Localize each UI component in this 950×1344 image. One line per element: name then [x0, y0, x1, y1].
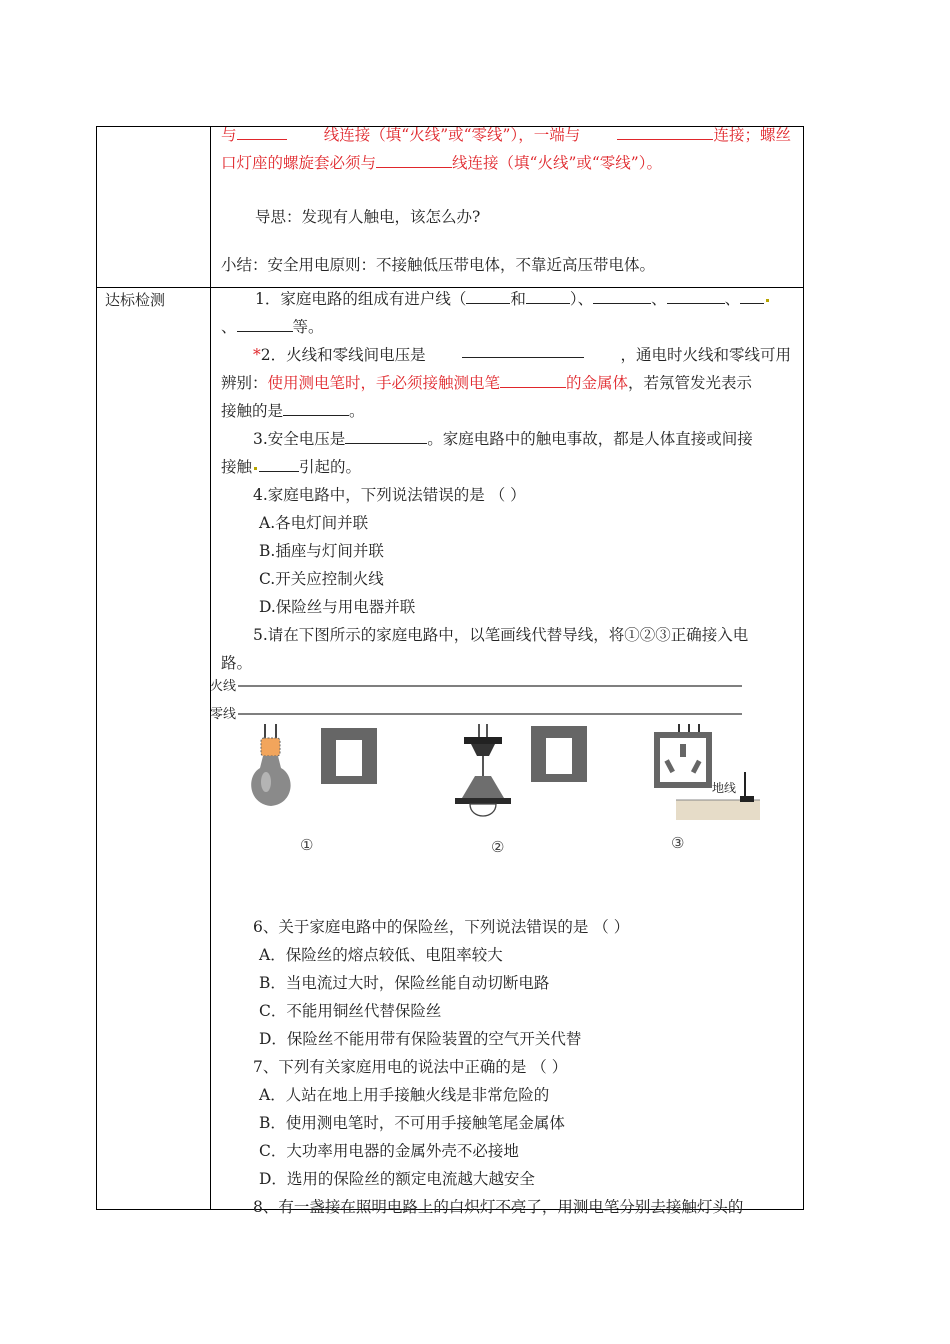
switch-1-icon[interactable]	[321, 728, 377, 784]
q4-stem: 4.家庭电路中，下列说法错误的是 （ ）	[253, 486, 526, 504]
blank[interactable]	[740, 287, 764, 304]
blank[interactable]	[466, 287, 510, 304]
blank[interactable]	[376, 151, 452, 168]
blank[interactable]	[526, 287, 570, 304]
blank[interactable]	[593, 287, 651, 304]
q6-option-a[interactable]: A．保险丝的熔点较低、电阻率较大	[259, 946, 503, 964]
incandescent-bulb-icon[interactable]	[251, 724, 290, 806]
blank[interactable]	[617, 123, 713, 140]
q4-option-b[interactable]: B.插座与灯间并联	[259, 542, 384, 560]
circuit-diagram	[208, 672, 768, 868]
q4-option-a[interactable]: A.各电灯间并联	[259, 514, 369, 532]
ground-wire-label: 地线	[712, 781, 737, 795]
guide-text: 导思：发现有人触电，该怎么办?	[255, 208, 481, 226]
q7-stem: 7、下列有关家庭用电的说法中正确的是 （ ）	[253, 1058, 568, 1076]
label-number-1: ①	[300, 836, 314, 854]
q3-line2: 接触 引起的。	[221, 453, 791, 481]
q7-option-a[interactable]: A．人站在地上用手接触火线是非常危险的	[259, 1086, 550, 1104]
dot-mark	[254, 467, 257, 470]
switch-2-icon[interactable]	[531, 726, 587, 782]
q8-stem: 8、有一盏接在照明电路上的白炽灯不亮了，用测电笔分别去接触灯头的	[253, 1198, 744, 1216]
q1-line1: 1．家庭电路的组成有进户线（ 和 ）、 、 、	[221, 285, 791, 313]
pendant-lamp-icon[interactable]	[455, 724, 511, 816]
summary-text: 小结：安全用电原则：不接触低压带电体，不靠近高压带电体。	[221, 256, 656, 274]
q5-line1: 5.请在下图所示的家庭电路中，以笔画线代替导线，将①②③正确接入电	[253, 626, 749, 644]
q7-option-c[interactable]: C．大功率用电器的金属外壳不必接地	[259, 1142, 519, 1160]
q7-option-d[interactable]: D．选用的保险丝的额定电流越大越安全	[259, 1170, 535, 1188]
blank[interactable]	[462, 341, 584, 358]
row1-line2: 口灯座的螺旋套必须与 线连接（填“火线”或“零线”）。	[221, 149, 791, 177]
blank[interactable]	[345, 427, 427, 444]
q2-line3: 接触的是 。	[221, 397, 791, 425]
ground-soil	[676, 800, 760, 820]
blank[interactable]	[500, 371, 566, 388]
blank[interactable]	[237, 315, 293, 332]
row2-label: 达标检测	[105, 291, 166, 309]
blank[interactable]	[237, 123, 287, 140]
label-number-3: ③	[671, 834, 685, 852]
q7-option-b[interactable]: B．使用测电笔时，不可用手接触笔尾金属体	[259, 1114, 565, 1132]
q4-option-c[interactable]: C.开关应控制火线	[259, 570, 384, 588]
q5-line2: 路。	[221, 654, 253, 672]
label-number-2: ②	[491, 838, 505, 856]
blank[interactable]	[667, 287, 725, 304]
q1-line2: 、 等。	[221, 313, 791, 341]
q3-line1: 3.安全电压是 。家庭电路中的触电事故，都是人体直接或间接	[221, 425, 791, 453]
blank[interactable]	[283, 399, 349, 416]
row1-line1: 与 线连接（填“火线”或“零线”），一端与 连接；螺丝	[221, 121, 791, 149]
q6-option-b[interactable]: B．当电流过大时，保险丝能自动切断电路	[259, 974, 550, 992]
q6-option-c[interactable]: C．不能用铜丝代替保险丝	[259, 1002, 442, 1020]
q4-option-d[interactable]: D.保险丝与用电器并联	[259, 598, 416, 616]
blank[interactable]	[259, 455, 299, 472]
column-divider	[210, 127, 211, 1209]
fire-wire-label: 火线	[210, 678, 237, 693]
q6-stem: 6、关于家庭电路中的保险丝，下列说法错误的是 （ ）	[253, 918, 630, 936]
q2-line1: *2．火线和零线间电压是 ，通电时火线和零线可用	[221, 341, 791, 369]
neutral-wire-label: 零线	[210, 706, 237, 721]
worksheet-table	[96, 126, 804, 1216]
dot-mark	[766, 299, 769, 302]
q2-line2: 辨别：使用测电笔时，手必须接触测电笔 的金属体，若氖管发光表示	[221, 369, 791, 397]
q6-option-d[interactable]: D．保险丝不能用带有保险装置的空气开关代替	[259, 1030, 582, 1048]
three-hole-socket-icon[interactable]	[654, 724, 712, 788]
